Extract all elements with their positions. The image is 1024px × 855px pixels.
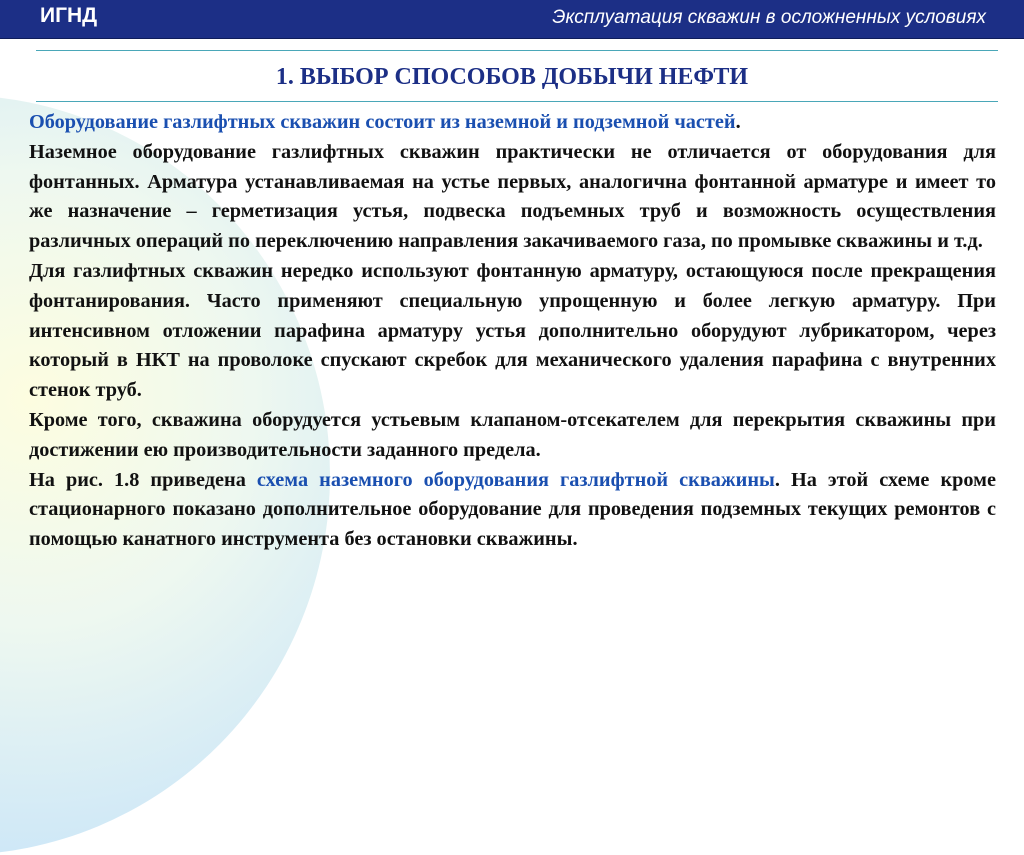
slide-header-bar: [0, 0, 1024, 39]
paragraph-5-start: На рис. 1.8 приведена: [29, 468, 257, 491]
paragraph-3: Для газлифтных скважин нередко используют фонтанную арматуру, остающуюся после прекращения фонтанирования. Часто применяют специальную упрощенную и более легкую арматуру. При интенсивном отложении парафина арматуру устья дополнительно оборудуют лубрикатором, через который в НКТ на проволоке спускают скребок для механического удаления парафина с внутренних стенок труб.: [29, 259, 996, 402]
brand-label: ИГНД: [40, 4, 98, 27]
paragraph-1-end: .: [735, 111, 741, 133]
header-title: Эксплуатация скважин в осложненных условиях: [552, 7, 986, 28]
paragraph-1-highlight: Оборудование газлифтных скважин состоит из наземной и подземной частей: [29, 111, 736, 133]
paragraph-2: Наземное оборудование газлифтных скважин практически не отличается от оборудования для фонтанных. Арматура устанавливаемая на устье первых, аналогична фонтанной арматуре и имеет то же назначение – герметизация устья, подвеска подъемных труб и возможность осуществления различных операций по переключению направления закачиваемого газа, по промывке скважины и т.д.: [29, 140, 996, 253]
paragraph-5: [29, 466, 996, 555]
paragraph-1: [29, 108, 996, 138]
section-title: 1. ВЫБОР СПОСОБОВ ДОБЫЧИ НЕФТИ: [275, 64, 749, 90]
title-rule-bottom: [36, 101, 998, 102]
title-rule-top: [36, 50, 998, 51]
paragraph-4: Кроме того, скважина оборудуется устьевым клапаном-отсекателем для перекрытия скважины при достижении ею производительности заданного предела.: [29, 408, 996, 461]
paragraph-5-end: . На этой схеме кроме стационарного показано дополнительное оборудование для проведения подземных текущих ремонтов с помощью канатного инструмента без остановки скважины.: [29, 468, 997, 551]
paragraph-5-highlight: схема наземного оборудования газлифтной скважины: [256, 468, 775, 491]
slide-body: [29, 108, 996, 555]
